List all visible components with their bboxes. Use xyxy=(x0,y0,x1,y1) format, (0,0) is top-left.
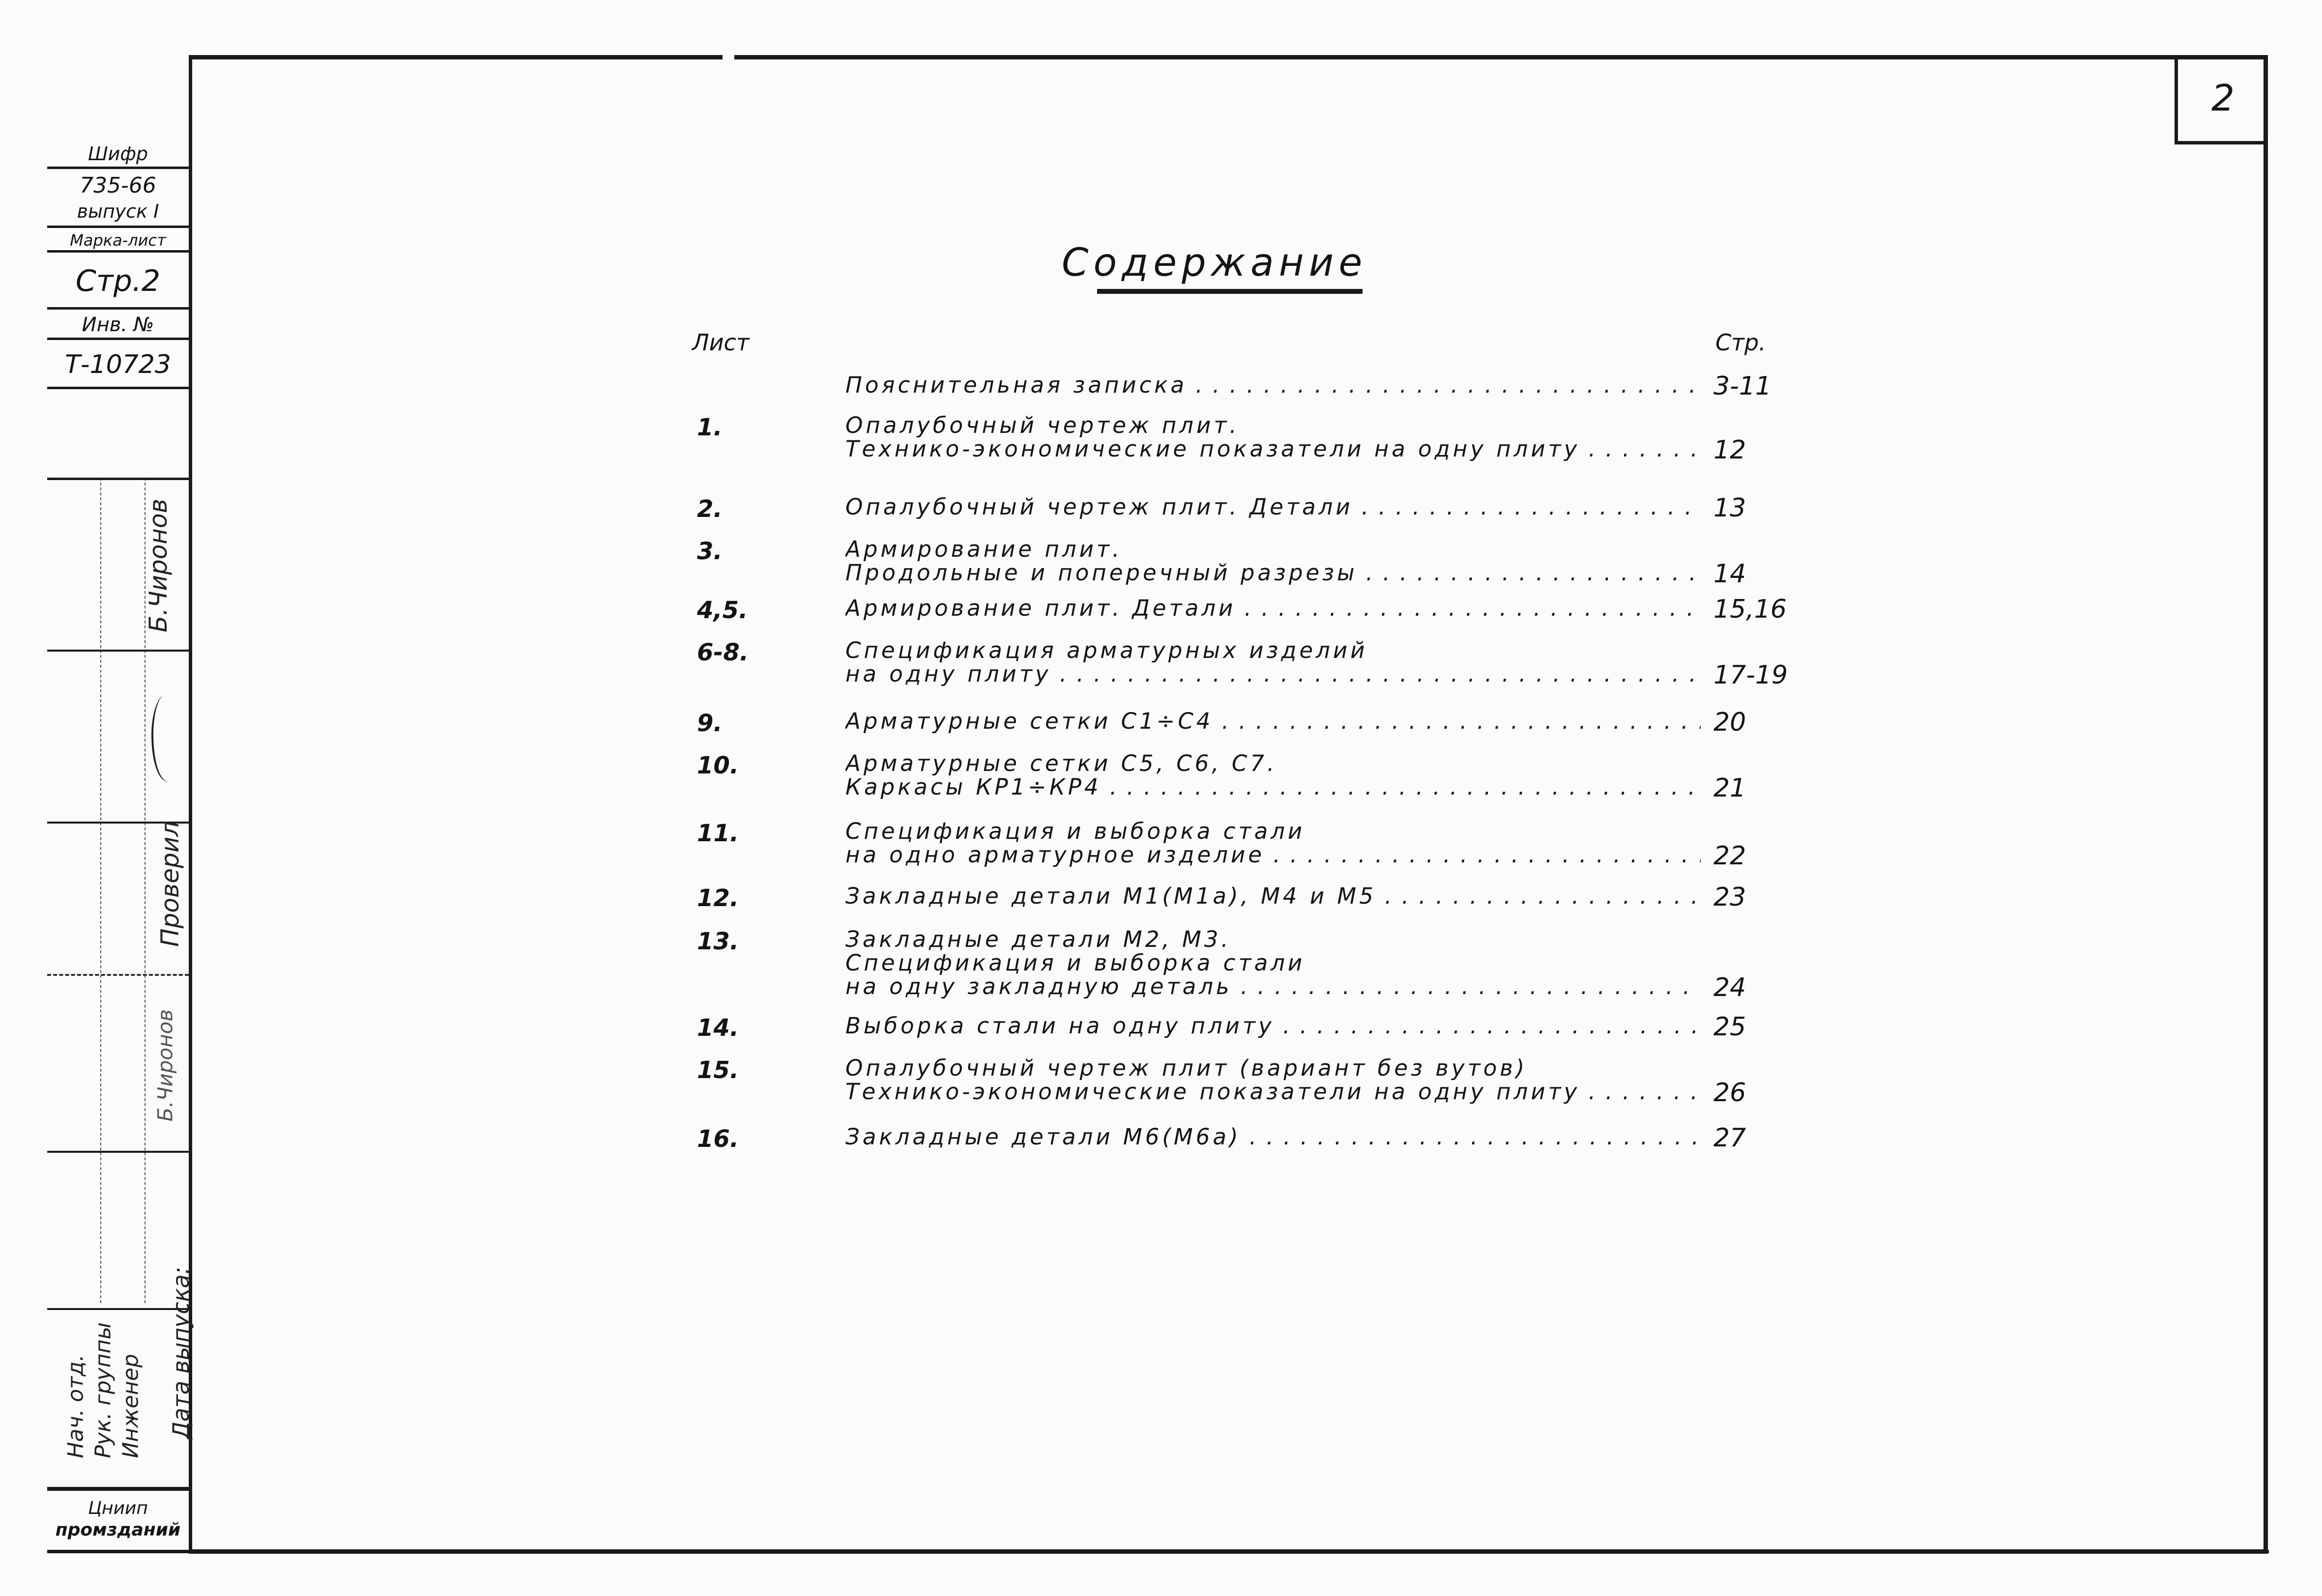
stamp-cipher-value xyxy=(47,169,189,228)
toc-sheet-number: 10. xyxy=(697,752,739,779)
bottom-border-line xyxy=(47,1550,2269,1553)
toc-page-number: 26 xyxy=(1713,1078,1746,1108)
toc-page-number: 15,16 xyxy=(1713,595,1787,624)
stamp-divider xyxy=(100,478,101,1303)
stamp-role-engineer: Инженер xyxy=(118,1354,144,1458)
stamp-cipher-label: Шифр xyxy=(47,139,189,169)
stamp-inv-label: Инв. № xyxy=(47,310,189,340)
stamp-page: Стр.2 xyxy=(47,253,189,310)
stamp-mark-label: Марка-лист xyxy=(47,228,189,253)
toc-description xyxy=(845,710,1701,733)
toc-page-number: 12 xyxy=(1713,435,1746,465)
toc-description-line: Опалубочный чертеж плит (вариант без вутов) xyxy=(845,1056,1528,1080)
toc-sheet-number: 2. xyxy=(697,495,723,523)
toc-description-line: на одну плиту . . . xyxy=(845,662,1701,686)
page-title: Содержание xyxy=(1062,241,1367,285)
toc-description xyxy=(845,1125,1701,1149)
stamp-org-line-1: Цниип xyxy=(88,1498,148,1518)
toc-description-line: Пояснительная записка . . . xyxy=(845,373,1701,397)
stamp-org-line-2: промзданий xyxy=(55,1520,181,1540)
toc-description-line: Закладные детали М6(М6а) . . . xyxy=(845,1125,1701,1149)
stamp-rule xyxy=(47,974,189,976)
toc-description-line: Технико-экономические показатели на одну плиту . . . xyxy=(845,1080,1701,1104)
stamp-org xyxy=(47,1489,189,1554)
toc-description xyxy=(845,928,1701,998)
stamp-role-group: Рук. группы xyxy=(90,1322,116,1458)
toc-page-number: 17-19 xyxy=(1713,660,1788,690)
toc-description-line: Технико-экономические показатели на одну плиту . . . xyxy=(845,437,1701,461)
stamp-cipher-line-1: 735-66 xyxy=(80,173,156,198)
toc-page-number: 3-11 xyxy=(1713,371,1772,401)
toc-description xyxy=(845,752,1701,799)
toc-description xyxy=(845,639,1701,686)
toc-page-number: 25 xyxy=(1713,1012,1746,1042)
toc-sheet-number: 12. xyxy=(697,884,739,912)
toc-description-line: Закладные детали М1(М1а), М4 и М5 . . . xyxy=(845,884,1701,908)
stamp-signature-faint: Б.Чиронов xyxy=(153,1009,177,1122)
toc-description xyxy=(845,884,1701,908)
toc-description-line: Спецификация и выборка стали xyxy=(845,820,1306,843)
toc-description-line: Закладные детали М2, М3. xyxy=(845,928,1231,951)
toc-description-line: Армирование плит. Детали . . . xyxy=(845,597,1701,620)
toc-sheet-number: 3. xyxy=(697,538,723,565)
toc-sheet-number: 1. xyxy=(697,414,723,441)
toc-page-number: 14 xyxy=(1713,559,1746,589)
toc-description-line: Выборка стали на одну плиту . . . xyxy=(845,1014,1701,1038)
toc-description-line: Армирование плит. xyxy=(845,538,1123,561)
toc-description-line: Арматурные сетки С5, С6, С7. xyxy=(845,752,1277,775)
toc-page-number: 21 xyxy=(1713,773,1746,803)
toc-description xyxy=(845,820,1701,867)
toc-page-number: 23 xyxy=(1713,883,1746,912)
toc-sheet-number: 4,5. xyxy=(697,597,748,624)
toc-description xyxy=(845,373,1701,397)
toc-sheet-number: 14. xyxy=(697,1014,739,1042)
toc-description-line: Каркасы КР1÷КР4 . . . xyxy=(845,775,1701,799)
toc-description xyxy=(845,597,1701,620)
toc-sheet-number: 9. xyxy=(697,710,723,737)
toc-sheet-number: 13. xyxy=(697,928,739,955)
column-header-page: Стр. xyxy=(1715,329,1766,356)
stamp-cipher-line-2: выпуск I xyxy=(77,200,159,222)
sheet-number: 2 xyxy=(2175,55,2268,144)
stamp-release-date: Дата выпуска: xyxy=(168,1266,194,1439)
toc-description xyxy=(845,1056,1701,1104)
toc-description-line: на одно арматурное изделие . . . xyxy=(845,843,1701,867)
toc-sheet-number: 11. xyxy=(697,820,739,847)
frame-gap xyxy=(723,52,734,62)
toc-description-line: Опалубочный чертеж плит. xyxy=(845,414,1240,437)
toc-description xyxy=(845,538,1701,585)
stamp-inv-value: Т-10723 xyxy=(47,340,189,389)
toc-sheet-number: 16. xyxy=(697,1125,739,1153)
toc-sheet-number: 6-8. xyxy=(697,639,749,666)
stamp-rule xyxy=(47,650,189,652)
stamp-rule xyxy=(47,1151,189,1153)
column-header-sheet: Лист xyxy=(692,329,750,356)
toc-page-number: 22 xyxy=(1713,841,1746,871)
toc-page-number: 13 xyxy=(1713,493,1746,523)
toc-description xyxy=(845,1014,1701,1038)
toc-page-number: 24 xyxy=(1713,973,1746,1002)
stamp-role-head: Нач. отд. xyxy=(63,1354,88,1458)
toc-description-line: Спецификация и выборка стали xyxy=(845,951,1306,975)
side-stamp xyxy=(47,139,194,1554)
signature-mark xyxy=(151,688,183,788)
toc-description-line: Опалубочный чертеж плит. Детали . . . xyxy=(845,495,1701,519)
toc-description-line: Спецификация арматурных изделий xyxy=(845,639,1368,662)
toc-description-line: на одну закладную деталь . . . xyxy=(845,975,1701,998)
toc-page-number: 20 xyxy=(1713,708,1746,737)
toc-page-number: 27 xyxy=(1713,1123,1746,1153)
title-underline xyxy=(1097,289,1363,294)
toc-description xyxy=(845,495,1701,519)
stamp-rule xyxy=(47,478,189,480)
toc-description-line: Арматурные сетки С1÷С4 . . . xyxy=(845,710,1701,733)
toc-description xyxy=(845,414,1701,461)
stamp-signature: Б.Чиронов xyxy=(144,498,173,632)
toc-sheet-number: 15. xyxy=(697,1056,739,1084)
stamp-role-check: Проверил xyxy=(156,821,184,947)
toc-description-line: Продольные и поперечный разрезы . . . xyxy=(845,561,1701,585)
